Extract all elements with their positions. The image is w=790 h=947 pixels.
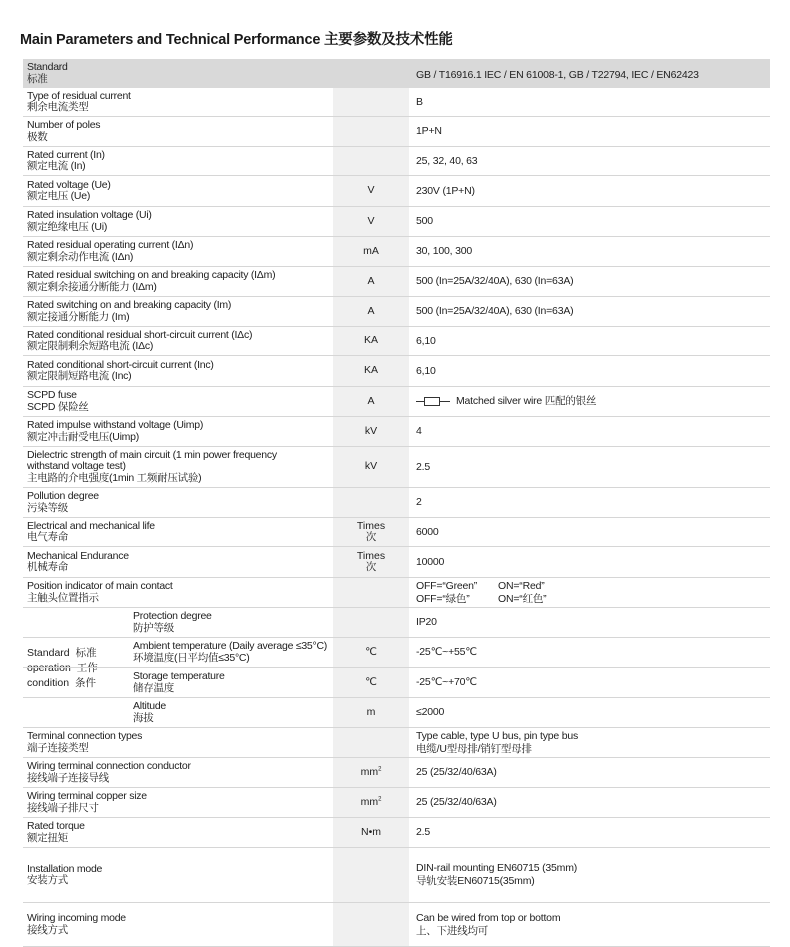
param-zh: 污染等级	[27, 501, 68, 514]
table-row	[23, 728, 770, 758]
unit-cell	[333, 608, 409, 637]
param-zh: 额定扭矩	[27, 831, 68, 844]
unit-cell	[333, 327, 409, 355]
param-zh: SCPD 保险丝	[27, 400, 89, 413]
param-zh: 接线端子排尺寸	[27, 801, 99, 814]
value-text: 10000	[416, 555, 445, 568]
unit-cell	[333, 237, 409, 266]
value-text: 6000	[416, 525, 439, 538]
param-zh: 防护等级	[133, 621, 174, 634]
value-text: ≤2000	[416, 706, 445, 718]
unit-text: $mm^2$	[360, 765, 382, 778]
header-standard-value: GB / T16916.1 IEC / EN 61008-1, GB / T22794, IEC / EN62423	[416, 69, 699, 81]
unit-cell	[333, 297, 409, 326]
param-zh: 额定剩余接通分断能力 (IΔm)	[27, 280, 157, 293]
table-row	[23, 356, 770, 387]
value-text: 230V (1P+N)	[416, 184, 475, 197]
value-text: 2.5	[416, 826, 430, 838]
table-row	[23, 387, 770, 417]
param-zh: 安装方式	[27, 874, 68, 886]
param-en: Installation mode	[27, 862, 103, 875]
param-en: Type of residual current	[27, 89, 131, 102]
header-label-zh: 标准	[27, 72, 48, 85]
value-cell	[416, 237, 770, 266]
on-zh: ON=“红色”	[498, 592, 547, 605]
value-text-zh: 导轨安装EN60715(35mm)	[416, 875, 535, 887]
unit-cell	[333, 447, 409, 487]
table-row	[23, 488, 770, 518]
table-row	[23, 848, 770, 903]
table-row	[23, 758, 770, 788]
param-zh: 额定接通分断能力 (Im)	[27, 310, 130, 323]
param-zh: 接线方式	[27, 923, 68, 936]
unit-text: ℃	[365, 645, 377, 658]
value-cell	[416, 447, 770, 487]
param-en: Wiring terminal copper size	[27, 790, 147, 802]
param-en: Rated residual switching on and breaking capacity (IΔm)	[27, 269, 276, 281]
unit-cell	[333, 848, 409, 902]
value-text: 500 (In=25A/32/40A), 630 (In=63A)	[416, 305, 574, 317]
param-zh: 额定电压 (Ue)	[27, 190, 91, 202]
value-cell	[416, 176, 770, 206]
unit-text-zh: 次	[365, 531, 377, 543]
value-text: DIN-rail mounting EN60715 (35mm)	[416, 862, 578, 874]
unit-cell	[333, 176, 409, 206]
unit-text: $mm^2$	[360, 795, 382, 808]
param-en: Rated current (In)	[27, 148, 105, 161]
table-header-row	[23, 59, 770, 88]
value-text: 25 (25/32/40/63A)	[416, 766, 497, 778]
param-zh: 极数	[27, 130, 48, 143]
unit-text: KA	[363, 364, 378, 377]
page-title: Main Parameters and Technical Performance 主要参数及技术性能	[20, 32, 453, 48]
table-row	[23, 447, 770, 488]
param-zh: 主电路的介电强度(1min 工频耐压试验)	[27, 471, 202, 484]
table-row	[23, 176, 770, 207]
table-row	[23, 788, 770, 818]
param-en: Storage temperature	[133, 670, 225, 682]
value-cell	[416, 758, 770, 787]
param-en: Wiring incoming mode	[27, 912, 126, 924]
value-text-zh: 电缆/U型母排/销钉型母排	[416, 742, 532, 755]
value-text: IP20	[416, 616, 437, 628]
value-text: 500 (In=25A/32/40A), 630 (In=63A)	[416, 275, 574, 287]
param-zh: 储存温度	[133, 681, 174, 694]
value-cell	[416, 818, 770, 847]
table-row	[23, 608, 770, 638]
unit-cell	[333, 518, 409, 546]
param-en: Rated residual operating current (IΔn)	[27, 239, 194, 251]
param-zh: 额定限制短路电流 (Inc)	[27, 370, 132, 382]
value-text: B	[416, 95, 423, 108]
param-en: Position indicator of main contact	[27, 580, 173, 592]
unit-text: A	[367, 274, 375, 287]
param-en: Pollution degree	[27, 490, 99, 502]
param-en: Rated conditional residual short-circuit current (IΔc)	[27, 328, 253, 341]
table-row	[23, 818, 770, 848]
value-cell	[416, 518, 770, 546]
value-text: 25 (25/32/40/63A)	[416, 796, 497, 808]
value-text: 500	[416, 215, 433, 227]
value-cell	[416, 297, 770, 326]
parameters-table	[23, 59, 770, 947]
value-cell	[416, 387, 770, 416]
value-cell	[416, 848, 770, 902]
value-text: 6,10	[416, 334, 436, 347]
unit-superscript: 2	[378, 796, 382, 803]
table-row	[23, 297, 770, 327]
unit-cell	[333, 267, 409, 296]
table-row-position-indicator	[23, 578, 770, 608]
table-row	[23, 668, 770, 698]
param-en: Rated insulation voltage (Ui)	[27, 209, 152, 221]
param-zh: 额定电流 (In)	[27, 160, 86, 172]
param-en: Dielectric strength of main circuit (1 min power frequency	[27, 448, 277, 461]
unit-cell	[333, 488, 409, 517]
unit-cell	[333, 758, 409, 787]
table-row	[23, 207, 770, 237]
table-row	[23, 117, 770, 147]
unit-text: A	[367, 394, 375, 407]
param-en: Number of poles	[27, 119, 101, 131]
param-zh: 海拔	[133, 711, 154, 724]
value-text: 2.5	[416, 460, 430, 473]
unit-cell	[333, 387, 409, 416]
table-row	[23, 267, 770, 297]
param-zh: 额定限制剩余短路电流 (IΔc)	[27, 340, 154, 352]
param-zh: 额定冲击耐受电压(Uimp)	[27, 430, 139, 443]
param-en: Wiring terminal connection conductor	[27, 760, 191, 772]
value-text: -25℃~+55℃	[416, 646, 477, 658]
standard-condition-group	[23, 608, 770, 728]
value-text: Can be wired from top or bottom	[416, 911, 561, 924]
table-row	[23, 88, 770, 117]
value-cell	[416, 638, 770, 667]
unit-text: kV	[364, 424, 378, 437]
value-text: -25℃~+70℃	[416, 676, 477, 688]
unit-text: V	[367, 184, 375, 197]
value-cell	[416, 488, 770, 517]
param-en: Ambient temperature (Daily average ≤35°C)	[133, 640, 328, 652]
table-row	[23, 417, 770, 447]
value-cell	[416, 728, 770, 757]
value-text: 25, 32, 40, 63	[416, 154, 478, 167]
unit-cell	[333, 356, 409, 386]
value-cell	[416, 327, 770, 355]
value-cell	[416, 417, 770, 446]
table-row	[23, 237, 770, 267]
unit-cell	[333, 547, 409, 577]
value-cell	[416, 267, 770, 296]
value-text: 6,10	[416, 364, 436, 377]
unit-cell	[333, 818, 409, 847]
value-cell	[416, 356, 770, 386]
param-en: Rated switching on and breaking capacity (Im)	[27, 299, 232, 311]
value-cell	[416, 788, 770, 817]
value-cell	[416, 698, 770, 727]
standard-condition-label: Standard 标准 operation 工作 condition 条件	[27, 646, 98, 689]
unit-text: mA	[363, 244, 379, 257]
param-en: Mechanical Endurance	[27, 549, 129, 562]
value-text: Matched silver wire 匹配的银丝	[456, 395, 597, 407]
unit-cell	[333, 117, 409, 146]
param-zh: 接线端子连接导线	[27, 771, 109, 784]
value-cell	[416, 903, 770, 946]
param-zh: 额定剩余动作电流 (IΔn)	[27, 250, 134, 263]
unit-cell	[333, 147, 409, 175]
param-zh: 主触头位置指示	[27, 591, 99, 604]
unit-cell	[333, 903, 409, 946]
value-text: 2	[416, 496, 422, 508]
param-en: Rated voltage (Ue)	[27, 178, 111, 191]
unit-superscript: 2	[378, 766, 382, 773]
value-cell	[416, 608, 770, 637]
value-text-zh: 上、下进线均可	[416, 924, 489, 937]
unit-cell	[333, 207, 409, 236]
unit-cell	[333, 638, 409, 667]
unit-cell	[333, 728, 409, 757]
param-zh: 剩余电流类型	[27, 101, 89, 113]
unit-text: Times	[356, 549, 386, 562]
unit-text: N•m	[360, 825, 381, 838]
param-zh: 机械寿命	[27, 561, 68, 573]
unit-text: m	[366, 705, 376, 718]
param-en: Terminal connection types	[27, 730, 143, 742]
table-row	[23, 547, 770, 578]
unit-cell	[333, 88, 409, 116]
unit-text: V	[367, 214, 375, 227]
header-label-en: Standard	[27, 61, 68, 73]
value-cell	[416, 547, 770, 577]
unit-cell	[333, 668, 409, 697]
param-en: SCPD fuse	[27, 389, 77, 401]
table-row	[23, 638, 770, 668]
unit-text: A	[367, 304, 375, 317]
value-cell	[416, 147, 770, 175]
fuse-icon	[416, 397, 450, 407]
off-zh: OFF=“绿色”	[416, 592, 470, 605]
param-en: Rated conditional short-circuit current (Inc)	[27, 358, 214, 371]
table-row	[23, 903, 770, 947]
table-row	[23, 698, 770, 728]
param-en: Rated impulse withstand voltage (Uimp)	[27, 419, 204, 431]
table-row	[23, 147, 770, 176]
param-en: Rated torque	[27, 820, 85, 832]
unit-text: kV	[364, 460, 378, 473]
unit-text: KA	[363, 334, 378, 347]
param-zh: 额定绝缘电压 (Ui)	[27, 220, 108, 233]
unit-cell	[333, 698, 409, 727]
value-cell	[416, 117, 770, 146]
table-row	[23, 518, 770, 547]
value-text: 1P+N	[416, 125, 442, 137]
value-cell	[416, 668, 770, 697]
param-en: Electrical and mechanical life	[27, 519, 155, 532]
param-zh: 电气寿命	[27, 531, 68, 543]
on-en: ON=“Red”	[498, 579, 545, 592]
unit-cell	[333, 417, 409, 446]
value-text: 30, 100, 300	[416, 245, 472, 257]
param-zh: 端子连接类型	[27, 741, 89, 754]
unit-text-zh: 次	[365, 561, 377, 573]
param-zh: 环境温度(日平均值≤35°C)	[133, 651, 250, 664]
value-text: 4	[416, 425, 422, 437]
value-cell	[416, 88, 770, 116]
value-text: Type cable, type U bus, pin type bus	[416, 729, 579, 742]
unit-cell	[333, 788, 409, 817]
table-row	[23, 327, 770, 356]
unit-text: Times	[356, 519, 386, 532]
param-en-cont: withstand voltage test)	[27, 460, 126, 473]
param-en: Protection degree	[133, 610, 212, 622]
off-en: OFF=“Green”	[416, 579, 478, 592]
value-cell	[416, 207, 770, 236]
unit-text: ℃	[365, 675, 377, 688]
param-en: Altitude	[133, 700, 167, 712]
